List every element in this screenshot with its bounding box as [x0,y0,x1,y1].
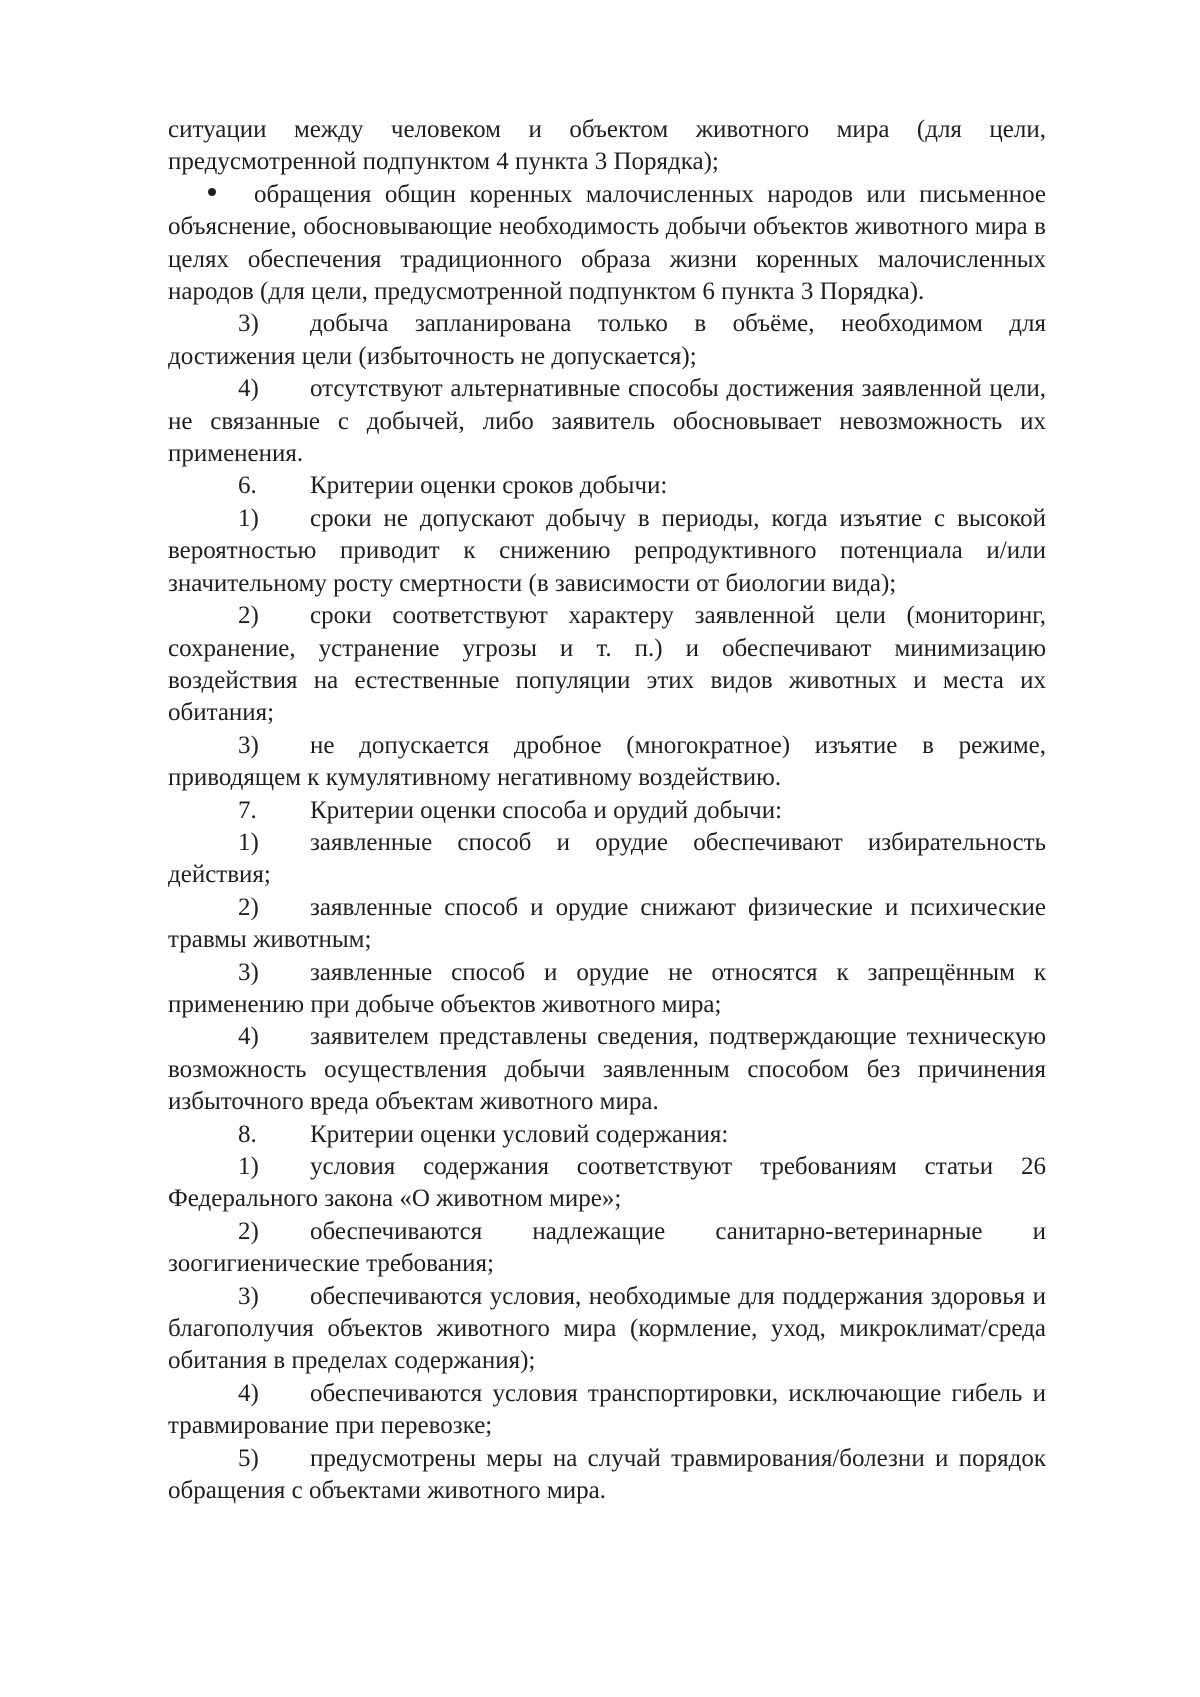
section-heading-6 [168,470,1046,502]
section-title: Критерии оценки условий содержания: [310,1120,729,1148]
paragraph-text: заявленные способ и орудие не относятся к запрещённым к применению при добыче объектов животного мира; [168,958,1046,1018]
paragraph-text: обеспечиваются надлежащие санитарно-ветеринарные и зоогигиенические требования; [168,1217,1046,1278]
list-marker: 3) [238,958,259,986]
paragraph-text: предусмотрены меры на случай травмирования/болезни и порядок обращения с объектами животного мира. [168,1444,1046,1505]
paragraph-text: сроки не допускают добычу в периоды, когда изъятие с высокой вероятностью приводит к снижению репродуктивного потенциала и/или значительному росту смертности (в зависимости от биологии вида); [168,504,1046,597]
list-item-1 [168,827,1046,892]
list-item-1 [168,1151,1046,1216]
list-item-1 [168,503,1046,600]
paragraph-text: условия содержания соответствуют требованиям статьи 26 Федерального закона «О животном мире»; [168,1153,1046,1213]
paragraph-text: сроки соответствуют характеру заявленной цели (мониторинг, сохранение, устранение угрозы и т. п.) и обеспечивают минимизацию воздействия на естественные популяции этих видов животных и места их обитания; [168,602,1046,727]
list-item-4 [168,1378,1046,1443]
paragraph-text: не допускается дробное (многократное) изъятие в режиме, приводящем к кумулятивному негативному воздействию. [168,731,1046,792]
list-item-2 [168,1216,1046,1281]
bullet-paragraph [168,179,1046,309]
section-number: 6. [238,472,257,500]
list-marker: 3) [238,731,259,759]
paragraph-text: добыча запланирована только в объёме, необходимом для достижения цели (избыточность не допускается); [168,310,1046,370]
paragraph-text: заявленные способ и орудие снижают физические и психические травмы животным; [168,893,1046,954]
list-marker: 2) [238,602,259,630]
list-marker: 1) [238,1153,259,1180]
paragraph-text: отсутствуют альтернативные способы достижения заявленной цели, не связанные с добычей, либо заявитель обосновывает невозможность их применения. [168,375,1046,468]
paragraph-text: обеспечиваются условия, необходимые для поддержания здоровья и благополучия объектов животного мира (кормление, уход, микроклимат/среда обитания в пределах содержания); [168,1282,1046,1375]
list-marker: 1) [238,828,259,856]
list-item-5 [168,1443,1046,1508]
section-number: 7. [238,796,257,824]
paragraph-text: заявителем представлены сведения, подтверждающие техническую возможность осуществления добычи заявленным способом без причинения избыточного вреда объектам животного мира. [168,1023,1046,1116]
document-page [168,114,1046,1507]
section-heading-8 [168,1119,1046,1151]
list-marker: 4) [238,1379,259,1407]
paragraph-continuation [168,114,1046,179]
list-marker: 1) [238,504,259,532]
section-title: Критерии оценки сроков добычи: [310,472,668,500]
list-marker: 3) [238,1282,259,1310]
list-marker: 4) [238,1023,259,1051]
section-heading-7 [168,795,1046,827]
list-item-3 [168,308,1046,373]
list-item-4 [168,1021,1046,1118]
list-item-2 [168,892,1046,957]
list-marker: 2) [238,1217,259,1245]
list-marker: 5) [238,1444,259,1472]
paragraph-text: ситуации между человеком и объектом животного мира (для цели, предусмотренной подпунктом 4 пункта 3 Порядка); [168,116,1046,176]
bullet-icon [208,188,216,196]
section-title: Критерии оценки способа и орудий добычи: [310,796,783,824]
list-item-3 [168,730,1046,795]
list-item-4 [168,373,1046,470]
list-item-3 [168,957,1046,1022]
paragraph-text: заявленные способ и орудие обеспечивают избирательность действия; [168,828,1046,889]
list-marker: 2) [238,893,259,921]
list-marker: 4) [238,375,259,403]
paragraph-text: обеспечиваются условия транспортировки, исключающие гибель и травмирование при перевозке; [168,1379,1046,1440]
list-item-2 [168,600,1046,730]
list-marker: 3) [238,310,259,338]
paragraph-text: обращения общин коренных малочисленных народов или письменное объяснение, обосновывающие необходимость добычи объектов животного мира в целях обеспечения традиционного образа жизни коренных малочисленных народов (для цели, предусмотренной подпунктом 6 пункта 3 Порядка). [168,180,1046,306]
list-item-3 [168,1281,1046,1378]
section-number: 8. [238,1120,257,1148]
